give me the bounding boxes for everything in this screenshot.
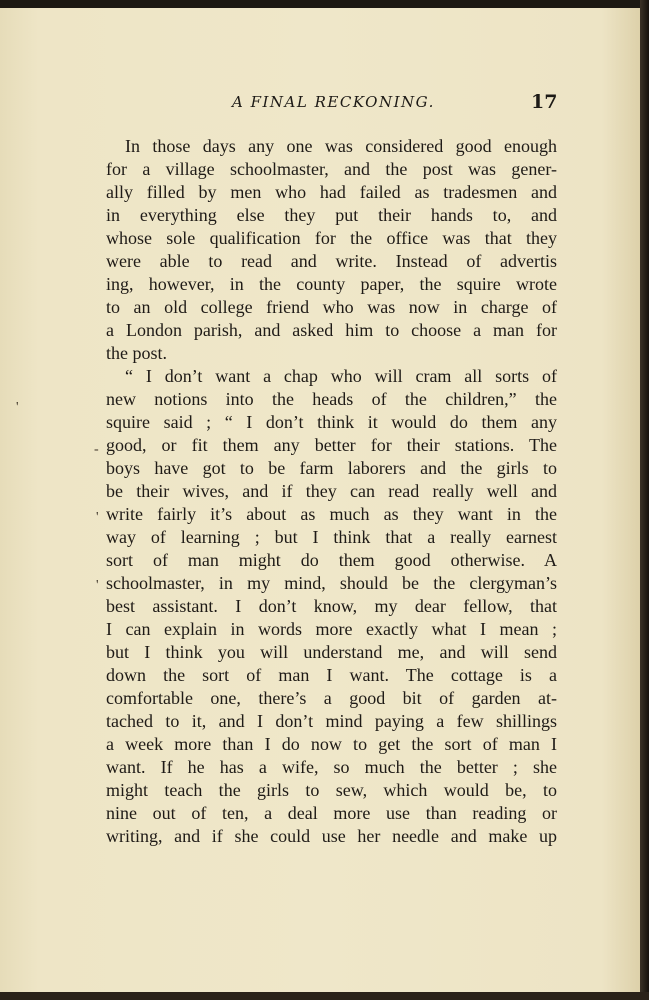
- text-line: boys have got to be farm laborers and the girls to: [106, 458, 557, 478]
- text-line: be their wives, and if they can read really well and: [106, 481, 557, 501]
- text-line: new notions into the heads of the children,” the: [106, 389, 557, 409]
- text-line: whose sole qualification for the office was that they: [106, 228, 557, 248]
- text-line: writing, and if she could use her needle and make up: [106, 826, 557, 846]
- scan-bottom-edge: [0, 992, 649, 1000]
- text-line: schoolmaster, in my mind, should be the clergyman’s: [106, 573, 557, 593]
- text-line: to an old college friend who was now in charge of: [106, 297, 557, 317]
- text-line: “ I don’t want a chap who will cram all sorts of: [125, 366, 557, 386]
- text-line: want. If he has a wife, so much the better ; she: [106, 757, 557, 777]
- text-line: best assistant. I don’t know, my dear fellow, that: [106, 596, 557, 616]
- text-line: the post.: [106, 343, 167, 363]
- text-line: might teach the girls to sew, which would be, to: [106, 780, 557, 800]
- scan-right-edge: [640, 0, 649, 1000]
- page-number: 17: [531, 91, 558, 113]
- text-line: squire said ; “ I don’t think it would do them any: [106, 412, 557, 432]
- margin-speck: ': [16, 400, 19, 415]
- scan-top-edge: [0, 0, 649, 8]
- text-line: in everything else they put their hands to, and: [106, 205, 557, 225]
- margin-speck: ': [96, 510, 99, 525]
- text-line: ally filled by men who had failed as tradesmen and: [106, 182, 557, 202]
- text-line: but I think you will understand me, and will send: [106, 642, 557, 662]
- text-line: ing, however, in the county paper, the squire wrote: [106, 274, 557, 294]
- margin-speck: -: [94, 442, 99, 457]
- text-line: nine out of ten, a deal more use than reading or: [106, 803, 557, 823]
- text-line: tached to it, and I don’t mind paying a few shillings: [106, 711, 557, 731]
- margin-speck: ': [96, 578, 99, 593]
- running-title: A FINAL RECKONING.: [232, 93, 435, 111]
- text-line: a London parish, and asked him to choose a man for: [106, 320, 557, 340]
- text-line: I can explain in words more exactly what I mean ;: [106, 619, 557, 639]
- text-line: write fairly it’s about as much as they want in the: [106, 504, 557, 524]
- text-line: sort of man might do them good otherwise. A: [106, 550, 557, 570]
- text-line: In those days any one was considered good enough: [125, 136, 557, 156]
- text-line: comfortable one, there’s a good bit of garden at-: [106, 688, 557, 708]
- text-line: way of learning ; but I think that a really earnest: [106, 527, 557, 547]
- text-line: down the sort of man I want. The cottage is a: [106, 665, 557, 685]
- text-line: good, or fit them any better for their stations. The: [106, 435, 557, 455]
- text-line: a week more than I do now to get the sort of man I: [106, 734, 557, 754]
- body-text: [106, 135, 557, 848]
- text-line: for a village schoolmaster, and the post was gener-: [106, 159, 557, 179]
- text-line: were able to read and write. Instead of advertis: [106, 251, 557, 271]
